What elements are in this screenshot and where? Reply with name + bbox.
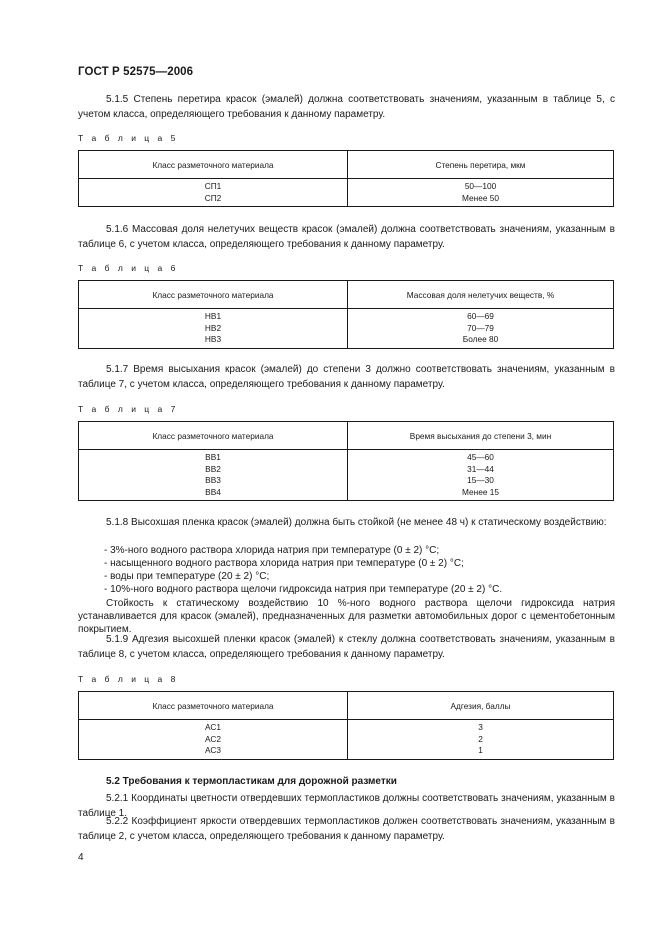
table-7 [78,421,614,501]
table-row [79,720,614,734]
table-row [79,450,614,464]
table-6-caption: Т а б л и ц а 6 [78,263,179,273]
paragraph-5-1-5: 5.1.5 Степень перетира красок (эмалей) должна соответствовать значениям, указанным в таблице 5, с учетом класса, определяющего требования к данному параметру. [78,94,615,120]
table-cell-value: Менее 50 [348,193,614,207]
table-header-class: Класс разметочного материала [79,422,348,450]
paragraph-5-2-1: 5.2.1 Координаты цветности отвердевших термопластиков должны соответствовать значениям, указанным в таблице 1. [78,793,615,819]
section-heading-5-2: 5.2 Требования к термопластикам для дорожной разметки [106,776,397,787]
table-cell-value: 50—100 [348,179,614,193]
table-cell-value: 31—44 [348,464,614,476]
paragraph-5-1-9: 5.1.9 Адгезия высохшей пленки красок (эмалей) к стеклу должна соответствовать значениям, указанным в таблице 8, с учетом класса, определяющего требования к данному параметру. [78,634,615,660]
table-cell-value: 3 [348,720,614,734]
table-7-caption: Т а б л и ц а 7 [78,404,179,414]
table-8 [78,691,614,760]
table-row [79,309,614,323]
table-row [79,334,614,348]
table-cell-class: НВ3 [79,334,348,348]
paragraph-5-2-2: 5.2.2 Коэффициент яркости отвердевших термопластиков должен соответствовать значениям, указанным в таблице 2, с учетом класса, определяющего требования к данному параметру. [78,816,615,842]
table-cell-value: 15—30 [348,475,614,487]
table-header-class: Класс разметочного материала [79,281,348,309]
table-cell-class: НВ1 [79,309,348,323]
table-cell-class: ВВ3 [79,475,348,487]
table-cell-class: СП1 [79,179,348,193]
table-header-class: Класс разметочного материала [79,692,348,720]
table-cell-value: Более 80 [348,334,614,348]
table-row [79,734,614,746]
list-item: - 3%-ного водного раствора хлорида натрия при температуре (0 ± 2) °С; [104,545,440,556]
table-cell-class: АС2 [79,734,348,746]
table-cell-value: 60—69 [348,309,614,323]
table-cell-value: 45—60 [348,450,614,464]
table-header-value: Адгезия, баллы [348,692,614,720]
table-5 [78,150,614,207]
table-header-class: Класс разметочного материала [79,151,348,179]
table-cell-class: АС1 [79,720,348,734]
page-number: 4 [78,852,84,863]
table-cell-value: Менее 15 [348,487,614,501]
table-header-value: Степень перетира, мкм [348,151,614,179]
table-row [79,487,614,501]
table-cell-class: ВВ2 [79,464,348,476]
paragraph-5-1-8-note: Стойкость к статическому воздействию 10 %-ного водного раствора щелочи гидроксида натрия устанавливается для красок (эмалей), предназначенных для разметки автомобильных дорог с цементобетонным покрытием. [78,598,615,635]
standard-code: ГОСТ Р 52575—2006 [78,66,194,78]
list-item: - 10%-ного водного раствора щелочи гидроксида натрия при температуре (20 ± 2) °С. [104,584,503,595]
table-6 [78,280,614,349]
table-cell-class: ВВ4 [79,487,348,501]
table-header-value: Массовая доля нелетучих веществ, % [348,281,614,309]
table-row [79,179,614,193]
table-row [79,193,614,207]
table-row [79,323,614,335]
table-row [79,464,614,476]
table-cell-class: СП2 [79,193,348,207]
paragraph-5-1-6: 5.1.6 Массовая доля нелетучих веществ красок (эмалей) должна соответствовать значениям, указанным в таблице 6, с учетом класса, определяющего требования к данному параметру. [78,224,615,250]
table-5-caption: Т а б л и ц а 5 [78,133,179,143]
table-row [79,475,614,487]
paragraph-5-1-8: 5.1.8 Высохшая пленка красок (эмалей) должна быть стойкой (не менее 48 ч) к статическому воздействию: [106,517,607,528]
table-cell-class: АС3 [79,745,348,759]
table-8-caption: Т а б л и ц а 8 [78,674,179,684]
table-cell-value: 2 [348,734,614,746]
table-cell-class: ВВ1 [79,450,348,464]
table-cell-class: НВ2 [79,323,348,335]
paragraph-5-1-7: 5.1.7 Время высыхания красок (эмалей) до степени 3 должно соответствовать значениям, указанным в таблице 7, с учетом класса, определяющего требования к данному параметру. [78,364,615,390]
list-item: - воды при температуре (20 ± 2) °С; [104,571,270,582]
table-cell-value: 1 [348,745,614,759]
table-row [79,745,614,759]
table-header-value: Время высыхания до степени 3, мин [348,422,614,450]
list-item: - насыщенного водного раствора хлорида натрия при температуре (0 ± 2) °С; [104,558,464,569]
table-cell-value: 70—79 [348,323,614,335]
